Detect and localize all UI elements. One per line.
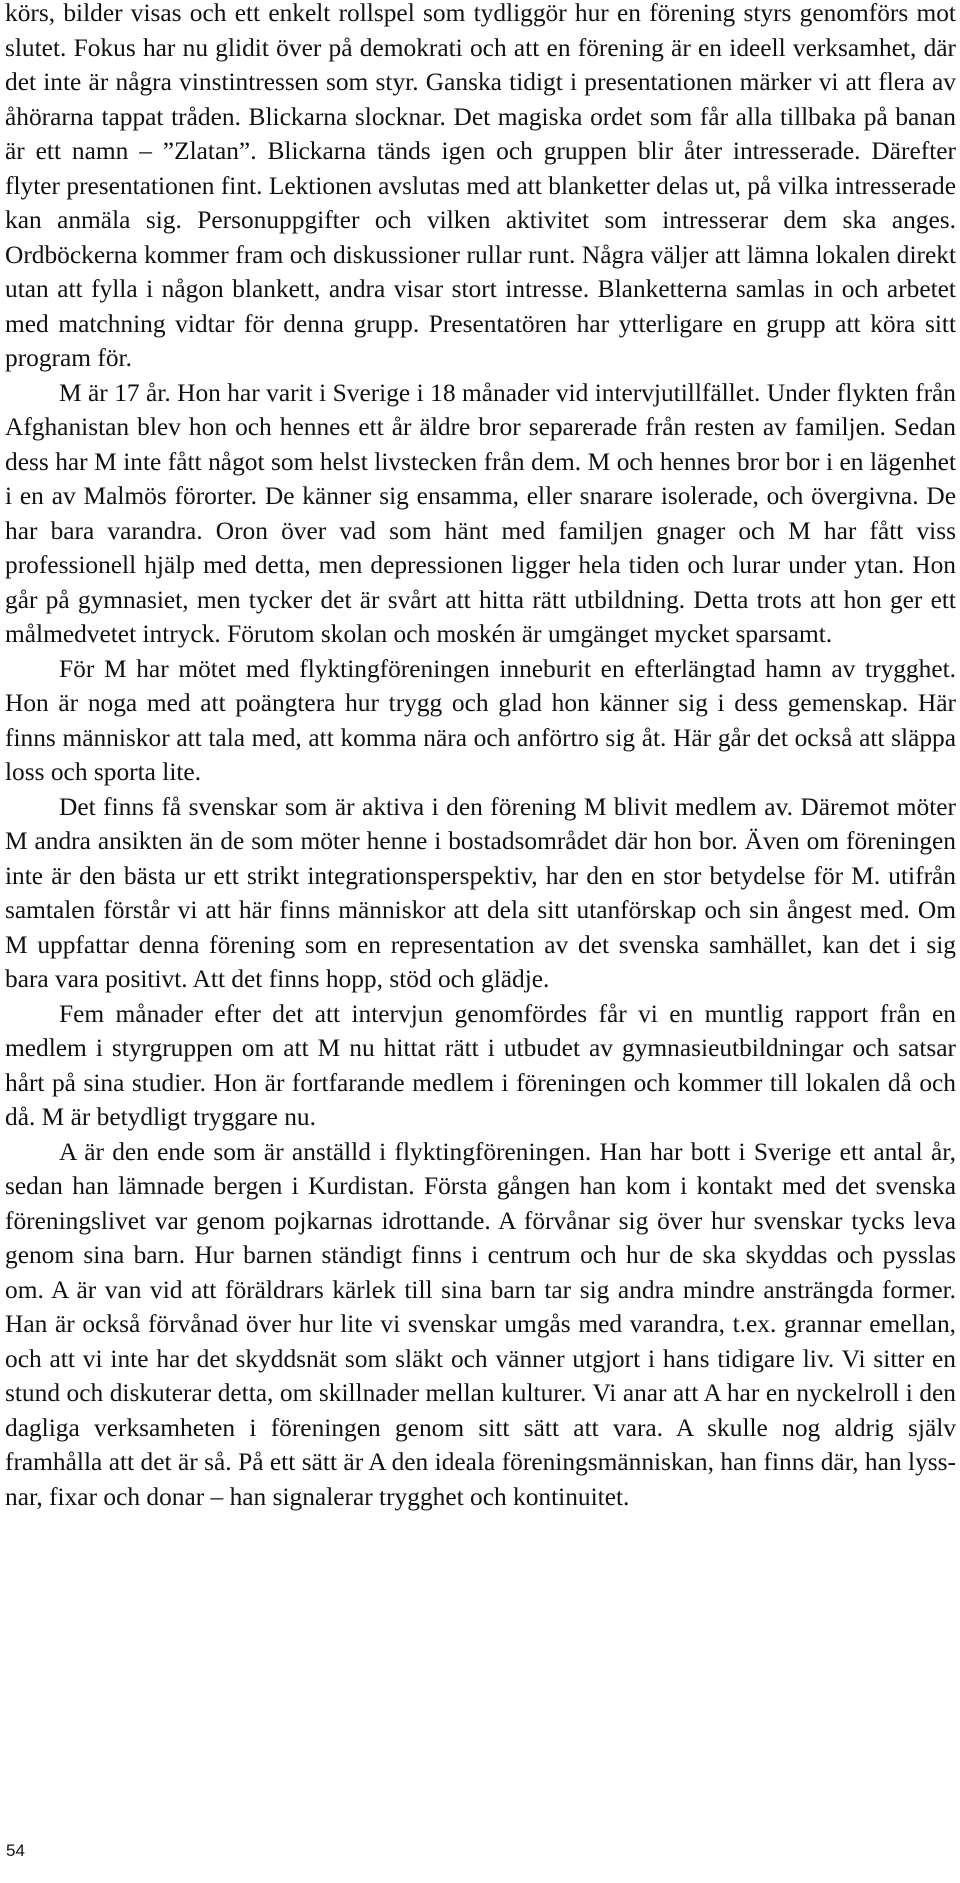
- paragraph: A är den ende som är anställd i flyktingföreningen. Han har bott i Sverige ett antal år, sedan han lämnade bergen i Kurdistan. Första gången han kom i kontakt med det svenska föreningslivet var genom pojkarnas idrottande. A förvånar sig över hur svenskar tycks leva genom sina barn. Hur barnen ständigt finns i centrum och hur de ska skyddas och pysslas om. A är van vid att föräldrars kärlek till sina barn tar sig andra mindre ansträngda former. Han är också förvånad över hur lite vi svenskar umgås med varandra, t.ex. grannar emellan, och att vi inte har det skyddsnät som släkt och vänner utgjort i hans tidigare liv. Vi sitter en stund och diskuterar detta, om skillnader mellan kulturer. Vi anar att A har en nyckelroll i den dagliga verksamheten i föreningen genom sitt sätt att vara. A skulle nog aldrig själv framhålla att det är så. På ett sätt är A den ideala föreningsmänniskan, han finns där, han lyssnar, fixar och donar – han signalerar trygghet och kontinuitet.: [5, 1137, 956, 1511]
- paragraph: M är 17 år. Hon har varit i Sverige i 18 månader vid intervjutillfället. Under flykten från Afghanistan blev hon och hennes ett år äldre bror separerade från resten av familjen. Sedan dess har M inte fått något som helst livstecken från dem. M och hennes bror bor i en lägenhet i en av Malmös förorter. De känner sig ensamma, eller snarare isolerade, och övergivna. De har bara varandra. Oron över vad som hänt med familjen gnager och M har fått viss professionell hjälp med detta, men depressionen ligger hela tiden och lurar under ytan. Hon går på gymnasiet, men tycker det är svårt att hitta rätt utbildning. Detta trots att hon ger ett målmedvetet intryck. Förutom skolan och moskén är umgänget mycket sparsamt.: [5, 378, 956, 648]
- paragraph: körs, bilder visas och ett enkelt rollspel som tydliggör hur en förening styrs genomförs mot slutet. Fokus har nu glidit över på demokrati och att en förening är en ideell verksamhet, där det inte är några vinstintressen som styr. Ganska tidigt i presentationen märker vi att flera av åhörarna tappat tråden. Blickarna slocknar. Det magiska ordet som får alla tillbaka på banan är ett namn – ”Zlatan”. Blickarna tänds igen och gruppen blir åter intresserade. Därefter flyter presentationen fint. Lektionen avslutas med att blanketter delas ut, på vilka intresserade kan anmäla sig. Personuppgifter och vilken aktivitet som intresserar dem ska anges. Ordböckerna kommer fram och diskussioner rullar runt. Några väljer att lämna lokalen direkt utan att fylla i någon blankett, andra visar stort intresse. Blanketterna samlas in och arbetet med matchning vidtar för denna grupp. Presentatören har ytterligare en grupp att köra sitt program för.: [5, 0, 956, 372]
- page-number: 54: [6, 1841, 25, 1860]
- paragraph: Det finns få svenskar som är aktiva i den förening M blivit medlem av. Däremot möter M andra ansikten än de som möter henne i bostadsområdet där hon bor. Även om föreningen inte är den bästa ur ett strikt integrationsperspektiv, har den en stor betydelse för M. utifrån samtalen förstår vi att här finns människor att dela sitt utanförskap och sin ångest med. Om M uppfattar denna förening som en representation av det svenska samhället, kan det i sig bara vara positivt. Att det finns hopp, stöd och glädje.: [5, 792, 956, 993]
- paragraph: För M har mötet med flyktingföreningen inneburit en efterlängtad hamn av trygghet. Hon är noga med att poängtera hur trygg och glad hon känner sig i dess gemenskap. Här finns människor att tala med, att komma nära och anförtro sig åt. Här går det också att släppa loss och sporta lite.: [5, 654, 956, 786]
- paragraph: Fem månader efter det att intervjun genomfördes får vi en muntlig rapport från en medlem i styrgruppen om att M nu hittat rätt i utbudet av gymnasieutbildningar och satsar hårt på sina studier. Hon är fortfarande medlem i föreningen och kommer till lokalen då och då. M är betydligt tryggare nu.: [5, 999, 956, 1131]
- body-text: [5, 0, 956, 1514]
